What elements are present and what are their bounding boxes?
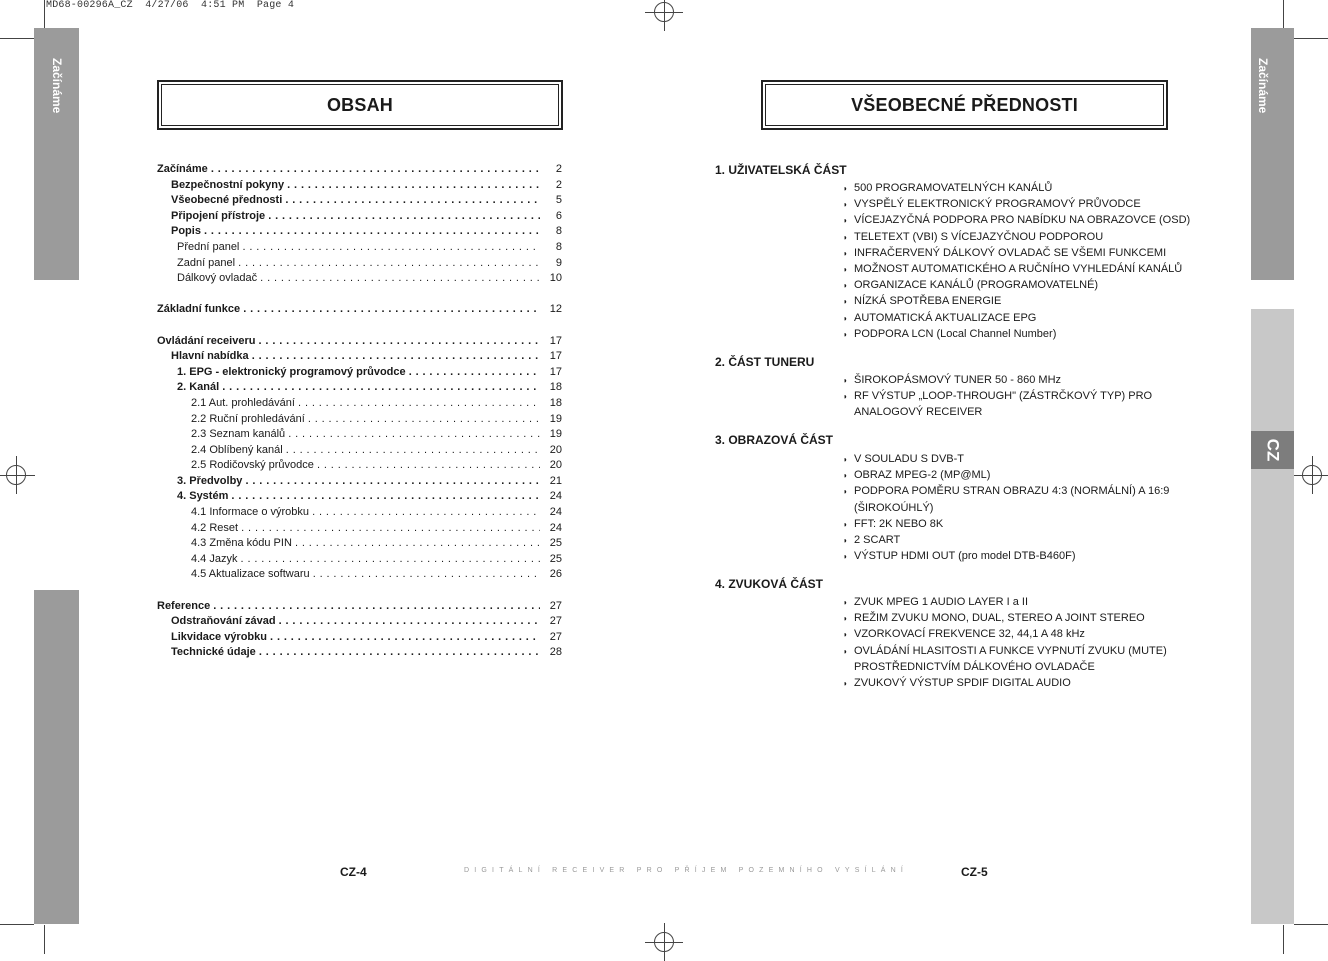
toc-entry-label: 4.1 Informace o výrobku . . . — [191, 505, 540, 521]
bullet-icon: ◗ — [843, 519, 848, 529]
feature-item-text: INFRAČERVENÝ DÁLKOVÝ OVLADAČ SE VŠEMI FUNKCEMI — [854, 246, 1167, 259]
feature-item — [843, 516, 1169, 532]
feature-item-text: PODPORA LCN (Local Channel Number) — [854, 327, 1057, 340]
bullet-icon: ◗ — [843, 536, 848, 546]
toc-entry-page: 26 — [549, 568, 562, 581]
toc-entry-label: Hlavní nabídka . . . — [171, 349, 540, 365]
toc-entry-page: 5 — [555, 194, 562, 207]
crop-mark — [1283, 0, 1284, 30]
bullet-icon: ◗ — [843, 329, 848, 339]
toc-entry — [157, 412, 562, 428]
crop-mark — [44, 0, 45, 30]
toc-entry-label: Popis . . . — [171, 224, 540, 240]
toc-entry — [157, 256, 562, 272]
toc-entry-page: 8 — [555, 225, 562, 238]
toc-entry — [157, 458, 562, 474]
feature-item — [843, 532, 1169, 548]
bullet-icon: ◗ — [843, 216, 848, 226]
toc-entry-page: 17 — [549, 350, 562, 363]
toc-entry — [157, 380, 562, 396]
feature-item — [843, 196, 1190, 212]
feature-list — [843, 451, 1169, 564]
bullet-icon: ◗ — [843, 232, 848, 242]
toc-entry — [157, 489, 562, 505]
toc-entry — [157, 209, 562, 225]
toc-entry-page: 18 — [549, 396, 562, 409]
feature-item-text: VZORKOVACÍ FREKVENCE 32, 44,1 A 48 kHz — [854, 628, 1085, 641]
bullet-icon: ◗ — [843, 200, 848, 210]
bullet-icon: ◗ — [843, 646, 848, 656]
feature-item-text: NÍZKÁ SPOTŘEBA ENERGIE — [854, 295, 1002, 308]
toc-entry — [157, 271, 562, 287]
feature-item-text: PODPORA POMĚRU STRAN OBRAZU 4:3 (NORMÁLNÍ) A 16:9 — [854, 485, 1170, 498]
toc-entry-label: 2.5 Rodičovský průvodce . . . — [191, 458, 540, 474]
toc-entry — [157, 162, 562, 178]
feature-item-text: VÝSTUP HDMI OUT (pro model DTB-B460F) — [854, 550, 1076, 563]
crop-mark — [44, 925, 45, 954]
toc-entry — [157, 396, 562, 412]
registration-mark — [6, 465, 26, 485]
toc-entry-label: Připojení přístroje . . . — [171, 209, 540, 225]
feature-item — [843, 372, 1152, 388]
toc-entry — [157, 349, 562, 365]
feature-item-text: REŽIM ZVUKU MONO, DUAL, STEREO A JOINT STEREO — [854, 612, 1145, 625]
bullet-icon: ◗ — [843, 598, 848, 607]
table-of-contents — [157, 162, 562, 661]
toc-title-box — [157, 80, 563, 130]
feature-item-text: V SOULADU S DVB-T — [854, 453, 965, 465]
section-heading: 3. OBRAZOVÁ ČÁST — [715, 433, 834, 447]
crop-mark — [1294, 38, 1328, 39]
section-heading: 4. ZVUKOVÁ ČÁST — [715, 577, 824, 591]
left-side-tab-bottom — [34, 590, 79, 924]
bullet-icon: ◗ — [843, 297, 848, 307]
feature-list — [843, 180, 1190, 342]
toc-entry-page: 20 — [549, 443, 562, 456]
bullet-icon: ◗ — [843, 455, 848, 464]
features-title-box — [761, 80, 1168, 130]
feature-item — [843, 245, 1190, 261]
toc-entry-page: 19 — [549, 428, 562, 441]
toc-entry-label: Reference . . . — [157, 599, 540, 615]
toc-entry-label: 4.2 Reset . . . — [191, 521, 540, 537]
toc-entry-label: 2.1 Aut. prohledávání . . . — [191, 396, 540, 412]
feature-item — [843, 388, 1152, 420]
toc-entry — [157, 474, 562, 490]
toc-entry — [157, 334, 562, 350]
toc-entry — [157, 178, 562, 194]
toc-entry — [157, 552, 562, 568]
bullet-icon: ◗ — [843, 376, 848, 385]
toc-spacer — [157, 583, 562, 599]
toc-entry-label: Přední panel . . . — [177, 240, 540, 256]
toc-entry-label: Dálkový ovladač . . . — [177, 271, 540, 287]
language-tab-label: CZ — [1263, 438, 1283, 462]
feature-item-text: TELETEXT (VBI) S VÍCEJAZYČNOU PODPOROU — [854, 230, 1104, 243]
toc-entry-label: 2.4 Oblíbený kanál . . . — [191, 443, 540, 459]
toc-entry-page: 12 — [549, 303, 562, 316]
toc-entry — [157, 443, 562, 459]
feature-item-text: PROSTŘEDNICTVÍM DÁLKOVÉHO OVLADAČE — [854, 660, 1095, 673]
toc-entry-label: Ovládání receiveru . . . — [157, 334, 540, 350]
toc-entry-label: 4. Systém . . . — [177, 489, 540, 505]
toc-entry — [157, 567, 562, 583]
toc-entry-page: 20 — [549, 459, 562, 472]
toc-entry-label: Zadní panel . . . — [177, 256, 540, 272]
toc-entry-label: Bezpečnostní pokyny . . . — [171, 178, 540, 194]
toc-entry-label: Základní funkce . . . — [157, 302, 540, 318]
toc-entry — [157, 365, 562, 381]
feature-item-text: AUTOMATICKÁ AKTUALIZACE EPG — [854, 311, 1037, 324]
feature-item-text: ZVUKOVÝ VÝSTUP SPDIF DIGITAL AUDIO — [854, 677, 1071, 690]
feature-item-text: OBRAZ MPEG-2 (MP@ML) — [854, 469, 991, 482]
toc-entry-page: 19 — [549, 412, 562, 425]
toc-entry — [157, 645, 562, 661]
toc-entry-label: 4.4 Jazyk . . . — [191, 552, 540, 568]
feature-item-text: FFT: 2K NEBO 8K — [854, 517, 944, 530]
toc-entry-page: 24 — [549, 521, 562, 534]
left-page-number: CZ-4 — [340, 865, 367, 879]
toc-entry-label: 1. EPG - elektronický programový průvodce . . . — [177, 365, 540, 381]
toc-entry-page: 6 — [555, 209, 562, 222]
toc-spacer — [157, 318, 562, 334]
toc-entry-page: 10 — [549, 272, 562, 285]
toc-entry — [157, 427, 562, 443]
feature-item-text: ORGANIZACE KANÁLŮ (PROGRAMOVATELNÉ) — [854, 279, 1099, 292]
feature-item — [843, 594, 1167, 610]
bullet-icon: ◗ — [843, 679, 848, 689]
toc-entry — [157, 614, 562, 630]
toc-entry — [157, 240, 562, 256]
toc-entry — [157, 521, 562, 537]
left-tab-label: Začínáme — [50, 58, 64, 114]
toc-entry-label: 2.3 Seznam kanálů . . . — [191, 427, 540, 443]
toc-entry — [157, 505, 562, 521]
toc-entry-label: Technické údaje . . . — [171, 645, 540, 661]
feature-item-text: ŠIROKOPÁSMOVÝ TUNER 50 - 860 MHz — [854, 374, 1062, 386]
feature-item-text: (ŠIROKOÚHLÝ) — [854, 501, 934, 514]
feature-item — [843, 229, 1190, 245]
feature-item — [843, 610, 1167, 626]
toc-spacer — [157, 287, 562, 303]
toc-entry-page: 25 — [549, 537, 562, 550]
toc-entry-label: 4.5 Aktualizace softwaru . . . — [191, 567, 540, 583]
toc-entry-label: Všeobecné přednosti . . . — [171, 193, 540, 209]
toc-entry-page: 17 — [549, 365, 562, 378]
bullet-icon: ◗ — [843, 281, 848, 291]
toc-entry-page: 24 — [549, 490, 562, 503]
toc-entry-page: 9 — [555, 256, 562, 269]
feature-item — [843, 483, 1169, 515]
toc-entry-page: 27 — [549, 630, 562, 643]
feature-item — [843, 451, 1169, 467]
bullet-icon: ◗ — [843, 471, 848, 481]
toc-entry — [157, 536, 562, 552]
feature-list — [843, 372, 1152, 421]
toc-entry-label: 4.3 Změna kódu PIN . . . — [191, 536, 540, 552]
toc-entry — [157, 302, 562, 318]
bullet-icon: ◗ — [843, 487, 848, 497]
language-tab — [1251, 431, 1294, 469]
feature-item-text: VÍCEJAZYČNÁ PODPORA PRO NABÍDKU NA OBRAZOVCE (OSD) — [854, 214, 1191, 227]
feature-item — [843, 277, 1190, 293]
feature-item — [843, 626, 1167, 642]
registration-mark — [654, 932, 674, 952]
registration-mark — [654, 2, 674, 22]
toc-entry — [157, 630, 562, 646]
section-heading: 2. ČÁST TUNERU — [715, 355, 815, 369]
toc-entry-page: 27 — [549, 599, 562, 612]
bullet-icon: ◗ — [843, 614, 848, 624]
toc-entry-page: 27 — [549, 615, 562, 628]
right-page-number: CZ-5 — [961, 865, 988, 879]
bullet-icon: ◗ — [843, 552, 848, 562]
bullet-icon: ◗ — [843, 184, 848, 193]
feature-item — [843, 675, 1167, 691]
toc-entry-label: 2.2 Ruční prohledávání . . . — [191, 412, 540, 428]
toc-entry — [157, 599, 562, 615]
bullet-icon: ◗ — [843, 630, 848, 640]
toc-entry — [157, 224, 562, 240]
toc-entry-page: 28 — [549, 646, 562, 659]
toc-entry-label: 2. Kanál . . . — [177, 380, 540, 396]
feature-item — [843, 548, 1169, 564]
feature-item — [843, 467, 1169, 483]
toc-entry-page: 21 — [549, 474, 562, 487]
feature-item — [843, 293, 1190, 309]
toc-entry-page: 24 — [549, 506, 562, 519]
feature-item-text: 2 SCART — [854, 534, 901, 547]
toc-entry-page: 2 — [555, 163, 562, 175]
right-side-tab-light — [1251, 309, 1294, 924]
feature-item-text: 500 PROGRAMOVATELNÝCH KANÁLŮ — [854, 182, 1053, 194]
toc-title: OBSAH — [326, 94, 393, 115]
toc-entry-label: Začínáme . . . — [157, 162, 540, 178]
crop-mark — [0, 924, 34, 925]
registration-mark — [1302, 465, 1322, 485]
feature-item — [843, 310, 1190, 326]
feature-item — [843, 180, 1190, 196]
feature-item-text: VYSPĚLÝ ELEKTRONICKÝ PROGRAMOVÝ PRŮVODCE — [854, 198, 1141, 211]
toc-entry-label: Likvidace výrobku . . . — [171, 630, 540, 646]
toc-entry-page: 2 — [555, 178, 562, 191]
feature-item — [843, 212, 1190, 228]
right-tab-label: Začínáme — [1256, 58, 1270, 114]
toc-entry-label: Odstraňování závad . . . — [171, 614, 540, 630]
section-heading: 1. UŽIVATELSKÁ ČÁST — [715, 163, 847, 177]
toc-entry-page: 25 — [549, 552, 562, 565]
bullet-icon: ◗ — [843, 313, 848, 323]
feature-list — [843, 594, 1167, 691]
print-slug: MD68-00296A_CZ 4/27/06 4:51 PM Page 4 — [46, 0, 295, 11]
bullet-icon: ◗ — [843, 248, 848, 258]
toc-entry-page: 17 — [549, 334, 562, 347]
feature-item-text: MOŽNOST AUTOMATICKÉHO A RUČNÍHO VYHLEDÁNÍ KANÁLŮ — [854, 263, 1183, 276]
bullet-icon: ◗ — [843, 265, 848, 275]
feature-item-text: ZVUK MPEG 1 AUDIO LAYER I a II — [854, 596, 1029, 608]
feature-item-text: RF VÝSTUP „LOOP-THROUGH" (ZÁSTRČKOVÝ TYP) PRO — [854, 390, 1153, 403]
toc-entry-page: 8 — [555, 240, 562, 253]
crop-mark — [0, 38, 34, 39]
crop-mark — [1283, 925, 1284, 954]
feature-item-text: ANALOGOVÝ RECEIVER — [854, 406, 983, 419]
toc-entry-page: 18 — [549, 381, 562, 394]
crop-mark — [1294, 924, 1328, 925]
toc-entry — [157, 193, 562, 209]
bullet-icon: ◗ — [843, 392, 848, 402]
toc-entry-label: 3. Předvolby . . . — [177, 474, 540, 490]
feature-item — [843, 326, 1190, 342]
feature-item — [843, 643, 1167, 675]
footer-text: DIGITÁLNÍ RECEIVER PRO PŘÍJEM POZEMNÍHO VYSÍLÁNÍ — [464, 867, 909, 874]
feature-item-text: OVLÁDÁNÍ HLASITOSTI A FUNKCE VYPNUTÍ ZVUKU (MUTE) — [854, 644, 1167, 657]
features-title: VŠEOBECNÉ PŘEDNOSTI — [851, 94, 1078, 115]
feature-item — [843, 261, 1190, 277]
